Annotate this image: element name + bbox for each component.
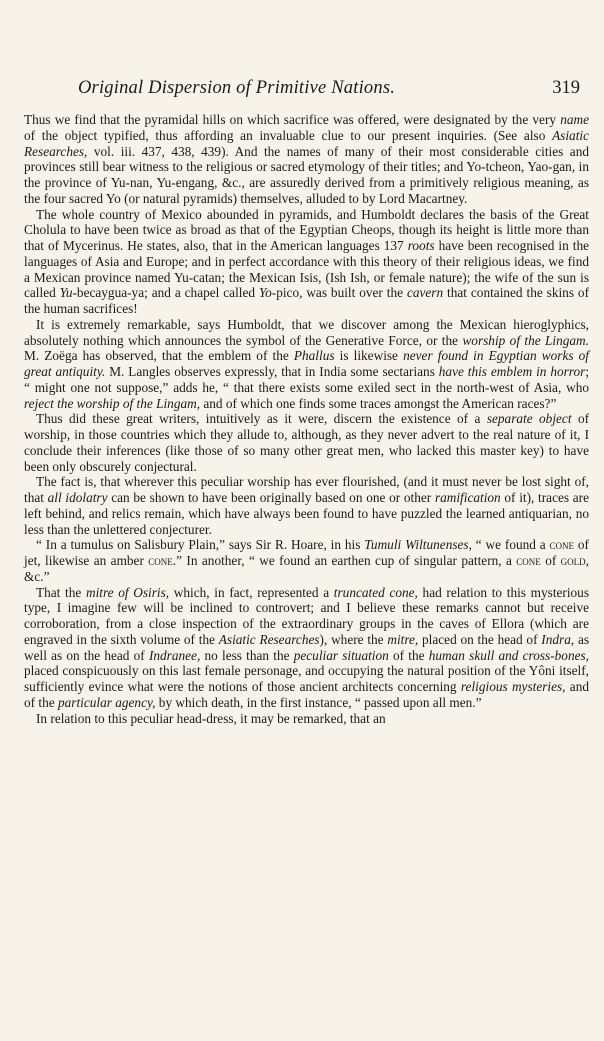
smallcaps-run: cone	[516, 553, 541, 568]
text-run: and of the	[24, 679, 589, 710]
italic-run: worship of the Lingam.	[462, 332, 589, 348]
paragraph	[24, 112, 589, 207]
text-run: The fact is, that wherever this peculiar worship has ever flourished, (and it must never be lost sight of, that	[24, 474, 589, 505]
text-run: Thus did these great writers, intuitively as it were, discern the existence of a	[36, 411, 487, 427]
text-run: Thus we find that the pyramidal hills on which sacrifice was offered, were designated by the very	[24, 112, 561, 127]
text-run: that contained the skins of the human sacrifices!	[24, 285, 589, 316]
text-run: It is extremely remarkable, says Humboldt, that we discover among the Mexican hieroglyphics, absolutely nothing which announces the symbol of the Generative Force, or the	[24, 316, 589, 348]
paragraph	[24, 207, 589, 317]
text-run: ), where the	[319, 631, 388, 647]
paragraph	[24, 411, 589, 474]
body-text	[24, 112, 589, 726]
text-run: The whole country of Mexico abounded in pyramids, and Humboldt declares the basis of the Great Cholula to have been twice as broad as that of the Egyptian Cheops, though its height is little more than that of Mycerinus. He states, also, that in the American languages 137	[24, 206, 589, 253]
italic-run: mitre,	[387, 631, 419, 647]
text-run: M. Zoëga has observed, that the emblem of the	[24, 348, 294, 364]
italic-run: cavern	[406, 285, 444, 301]
text-run: ; “ might one not suppose,” adds he, “ that there exists some exiled sect in the north-west of Asia, who	[24, 364, 590, 395]
smallcaps-run: cone	[549, 537, 575, 553]
text-run: of	[540, 553, 561, 568]
italic-run: Phallus	[293, 348, 335, 364]
text-run: of it), traces are left behind, and relics remain, which have always been found to have puzzled the learned antiquarian, no less than the unlettered conjecturer.	[24, 490, 589, 537]
italic-run: Indra,	[541, 631, 575, 647]
italic-run: reject the worship of the Lingam,	[24, 395, 201, 411]
text-run: In relation to this peculiar head-dress, it may be remarked, that an	[36, 710, 386, 726]
text-run: of the	[388, 647, 429, 663]
italic-run: mitre of Osiris,	[85, 584, 170, 600]
text-run: is likewise	[334, 348, 404, 364]
text-run: no less than the	[200, 647, 294, 663]
paragraph	[24, 317, 589, 412]
running-head	[60, 78, 580, 106]
text-run: placed conspicuously on this last female personage, and occupying the natural position of the Yôni itself, sufficiently evince what were the notions of those ancient architects concerning	[24, 663, 589, 694]
italic-run: Yu	[59, 285, 73, 301]
paragraph	[24, 537, 589, 584]
text-run: , &c.”	[24, 553, 589, 584]
italic-run: all idolatry	[47, 490, 108, 505]
italic-run: Asiatic Researches,	[24, 127, 589, 159]
italic-run: human skull and cross-bones,	[428, 647, 589, 663]
running-title: Original Dispersion of Primitive Nations.	[78, 78, 396, 98]
italic-run: Indranee,	[148, 647, 201, 663]
italic-run: truncated cone,	[333, 584, 418, 600]
paragraph	[24, 585, 589, 711]
text-run: had relation to this mysterious type, I imagine few will be inclined to controvert; and I believe these remarks cannot but receive corroboration, from a close inspection of the extraordinary groups in the caves of Ellora (which are engraved in the sixth volume of the	[24, 584, 590, 647]
paragraph	[24, 474, 589, 537]
italic-run: particular agency,	[57, 694, 156, 710]
italic-run: ramification	[434, 490, 501, 505]
text-run: “ we found a	[471, 537, 550, 553]
page-number: 319	[552, 78, 580, 98]
text-run: .” In another, “ we found an earthen cup of singular pattern, a	[172, 553, 517, 568]
text-run: That the	[36, 584, 86, 600]
italic-run: Tumuli Wiltunenses,	[364, 537, 472, 553]
italic-run: Yo	[258, 285, 272, 301]
text-run: and of which one finds some traces amongst the American races?”	[200, 395, 557, 411]
text-run: of worship, in those countries which they allude to, although, as they never advert to the real nature of it, I conclude their inferences (like those of so many other great men, who lacked this master key) to have been only obscurely conjectural.	[24, 411, 590, 474]
text-run: by which death, in the first instance, “ passed upon all men.”	[155, 694, 482, 710]
italic-run: name	[560, 112, 589, 127]
text-run: “ In a tumulus on Salisbury Plain,” says Sir R. Hoare, in his	[36, 537, 365, 553]
italic-run: never found in Egyptian works of great antiquity.	[24, 348, 589, 379]
text-run: of jet, likewise an amber	[24, 537, 589, 568]
italic-run: religious mysteries,	[460, 679, 566, 694]
italic-run: peculiar situation	[293, 647, 389, 663]
text-run: have been recognised in the languages of Asia and Europe; and in perfect accordance with this theory of their religious ideas, we find a Mexican province named Yu-catan; the Mexican Isis, (Ish Ish, or female nature); the wife of the sun is called	[24, 238, 589, 301]
italic-run: roots	[407, 238, 435, 253]
italic-run: have this emblem in horror	[438, 364, 586, 379]
text-run: -becaygua-ya; and a chapel called	[72, 285, 259, 301]
italic-run: Asiatic Researches	[218, 631, 320, 647]
paragraph	[24, 711, 589, 727]
text-run: -pico, was built over the	[271, 285, 407, 301]
text-run: placed on the head of	[418, 631, 542, 647]
text-run: can be shown to have been originally based on one or other	[107, 490, 435, 505]
text-run: of the object typified, thus affording an invaluable clue to our present inquiries. (See also	[24, 127, 553, 143]
text-run: vol. iii. 437, 438, 439). And the names of many of their most considerable cities and provinces still bear witness to the religious or sacred etymology of their titles; and Yo-tcheon, Yao-gan, in the province of Yu-nan, Yu-engang, &c., are assuredly derived from a primitively religious meaning, as the four sacred Yo (or natural pyramids) themselves, alluded to by Lord Macartney.	[24, 143, 589, 206]
smallcaps-run: cone	[148, 553, 173, 568]
text-run: M. Langles observes expressly, that in India some sectarians	[105, 364, 439, 379]
text-run: as well as on the head of	[24, 631, 590, 663]
text-run: which, in fact, represented a	[169, 584, 334, 600]
italic-run: separate object	[486, 411, 572, 427]
smallcaps-run: gold	[560, 553, 586, 568]
